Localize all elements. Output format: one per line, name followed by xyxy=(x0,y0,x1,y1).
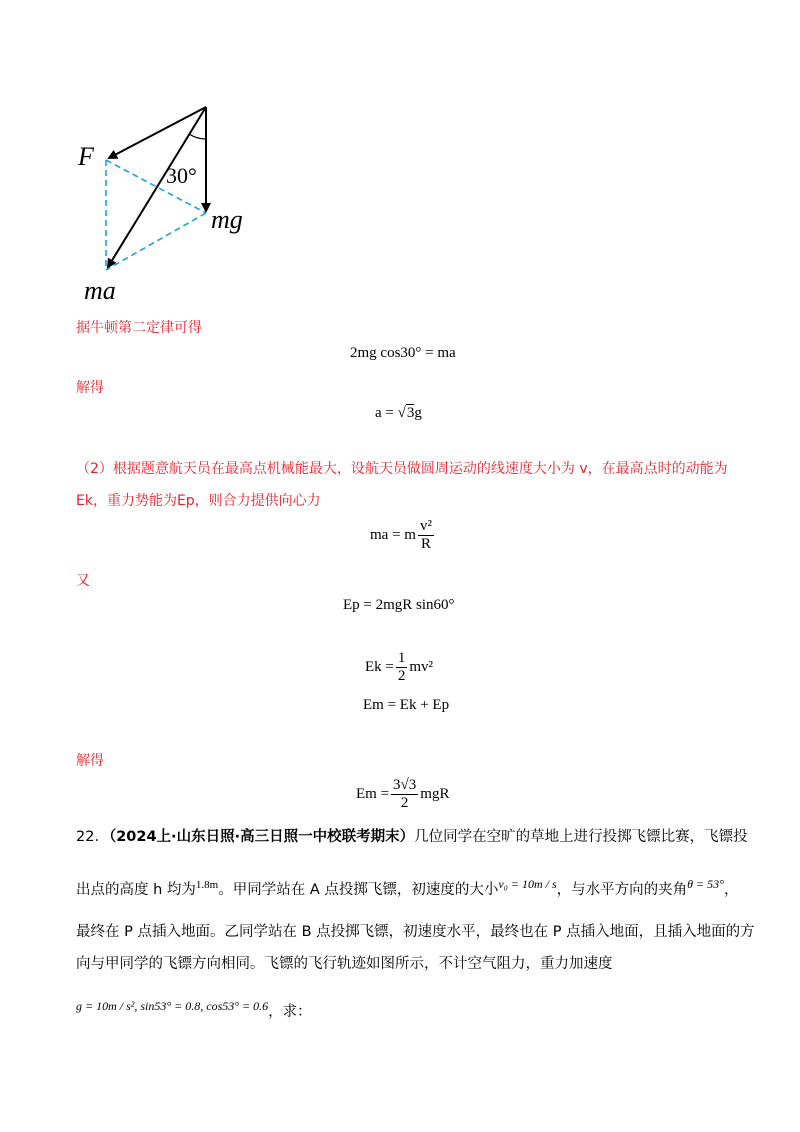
eq7-num: 3√3 xyxy=(393,777,417,793)
problem-line2 xyxy=(76,878,738,897)
eq3-lhs: ma = m xyxy=(370,526,416,543)
equation-5 xyxy=(365,650,433,684)
equation-4: Ep = 2mgR sin60° xyxy=(343,597,455,613)
equation-6: Em = Ek + Ep xyxy=(363,697,450,713)
equation-7 xyxy=(356,777,449,811)
problem-number: 22． xyxy=(76,829,109,845)
eq2-root: 3 xyxy=(406,405,415,421)
solve-label-2: 解得 xyxy=(76,753,104,769)
eq7-den: 2 xyxy=(400,794,409,811)
eq3-num: v² xyxy=(419,518,432,534)
eq5-num: 1 xyxy=(397,650,406,666)
problem-line5 xyxy=(76,1000,312,1019)
label-ma: ma xyxy=(84,276,116,305)
problem-source: （2024上·山东日照·高三日照一中校联考期末） xyxy=(108,829,415,845)
height-value: 1.8m xyxy=(195,879,219,891)
eq3-den: R xyxy=(420,535,431,552)
eq5-tail: mv² xyxy=(409,658,434,675)
equation-2: a = √3g xyxy=(375,405,422,421)
part2-line1: （2）根据题意航天员在最高点机械能最大，设航天员做圆周运动的线速度大小为 v，在最高点时的动能为 xyxy=(76,461,728,477)
newton-intro: 据牛顿第二定律可得 xyxy=(76,320,202,336)
label-angle: 30° xyxy=(166,163,197,188)
eq7-tail: mgR xyxy=(420,785,450,802)
label-f: F xyxy=(78,142,94,171)
line2-text-b: 。甲同学站在 A 点投掷飞镖，初速度的大小 xyxy=(218,881,499,898)
eq2-lhs: a = xyxy=(375,405,398,421)
solve-label-1: 解得 xyxy=(76,380,104,396)
problem-line1-tail: 几位同学在空旷的草地上进行投掷飞镖比赛，飞镖投 xyxy=(414,829,748,845)
constants-math: g = 10m / s², sin53° = 0.8, cos53° = 0.6 xyxy=(76,999,269,1013)
line2-text-a: 出点的高度 h 均为 xyxy=(76,881,196,898)
equation-3 xyxy=(370,518,436,552)
equation-1: 2mg cos30° = ma xyxy=(350,345,456,361)
eq2-tail: g xyxy=(414,405,422,421)
part2-line2: Ek，重力势能为Ep，则合力提供向心力 xyxy=(76,493,321,509)
angle-arc xyxy=(189,134,206,139)
eq5-lhs: Ek = xyxy=(365,658,394,675)
problem-line3: 最终在 P 点插入地面。乙同学站在 B 点投掷飞镖，初速度水平，最终也在 P 点插入地面，且插入地面的方 xyxy=(76,924,755,940)
label-mg: mg xyxy=(211,205,243,234)
line2-text-d: ， xyxy=(723,881,739,898)
problem-line1 xyxy=(76,830,748,845)
dashed-line-mg-ma xyxy=(106,213,206,270)
eq7-lhs: Em = xyxy=(356,785,390,802)
initial-velocity: v₀ = 10m / s xyxy=(498,877,557,891)
you-label: 又 xyxy=(76,573,90,589)
line2-text-c: ，与水平方向的夹角 xyxy=(556,881,688,898)
launch-angle: θ = 53° xyxy=(687,877,724,891)
eq5-den: 2 xyxy=(397,667,406,684)
problem-line4: 向与甲同学的飞镖方向相同。飞镖的飞行轨迹如图所示，不计空气阻力，重力加速度 xyxy=(76,956,613,972)
line5-tail: ，求： xyxy=(268,1003,312,1020)
